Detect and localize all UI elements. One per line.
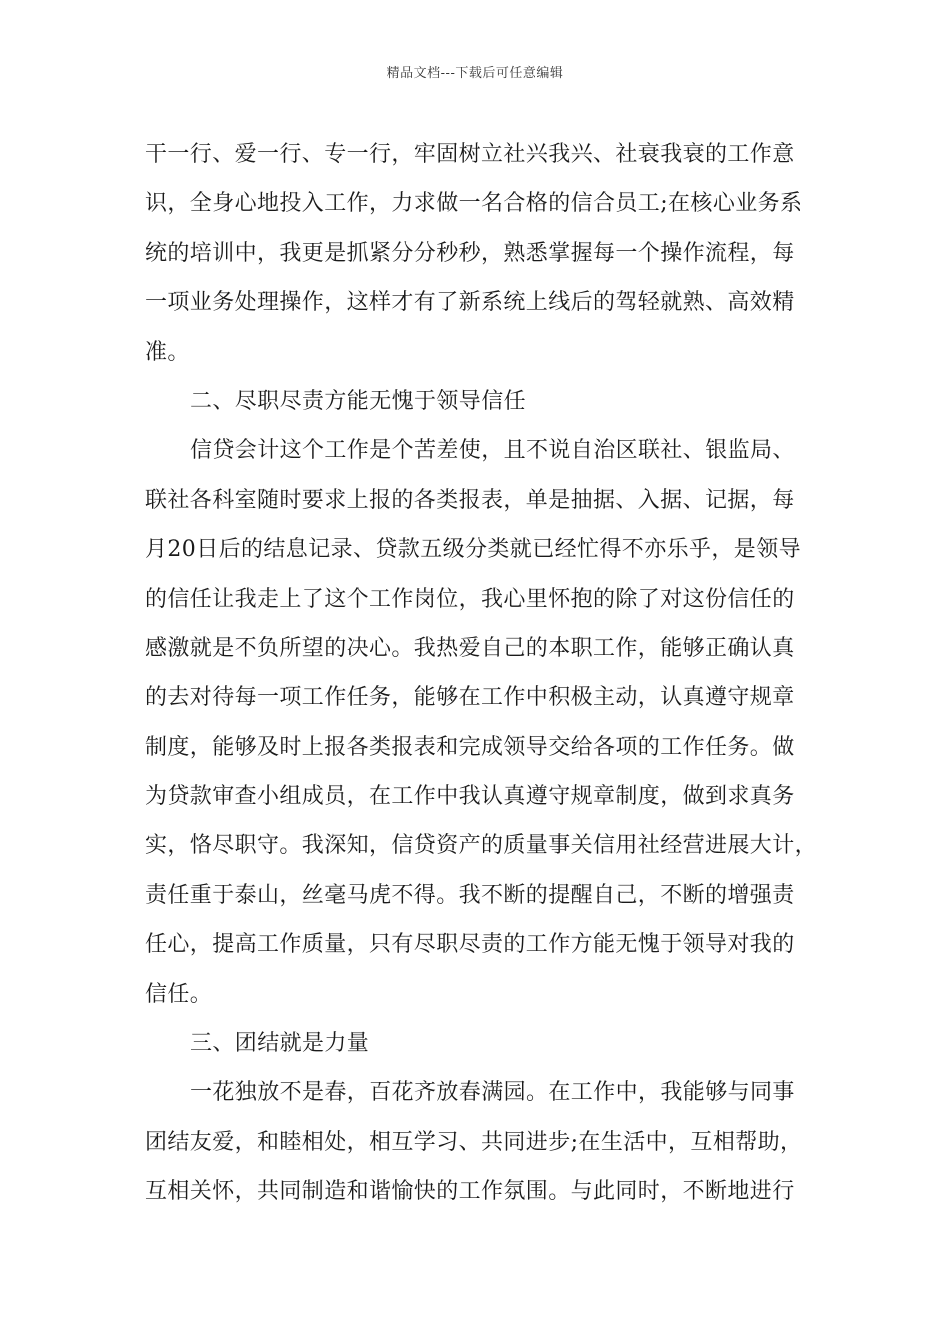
text-line: 统的培训中，我更是抓紧分分秒秒，熟悉掌握每一个操作流程，每 xyxy=(145,240,795,266)
text-line: 任心，提高工作质量，只有尽职尽责的工作方能无愧于领导对我的 xyxy=(145,932,795,958)
text-line: 联社各科室随时要求上报的各类报表，单是抽据、入据、记据，每 xyxy=(145,487,795,513)
text-line: 责任重于泰山，丝毫马虎不得。我不断的提醒自己，不断的增强责 xyxy=(145,882,795,908)
text-line: 一花独放不是春，百花齐放春满园。在工作中，我能够与同事 xyxy=(190,1080,795,1106)
text-line: 的信任让我走上了这个工作岗位，我心里怀抱的除了对这份信任的 xyxy=(145,586,795,612)
text-line: 一项业务处理操作，这样才有了新系统上线后的驾轻就熟、高效精 xyxy=(145,290,795,316)
page-header: 精品文档---下载后可任意编辑 xyxy=(386,66,564,81)
text-line: 感激就是不负所望的决心。我热爱自己的本职工作，能够正确认真 xyxy=(145,635,795,661)
text-line: 准。 xyxy=(145,339,190,365)
text-line: 月20日后的结息记录、贷款五级分类就已经忙得不亦乐乎，是领导 xyxy=(145,537,801,563)
text-line: 互相关怀，共同制造和谐愉快的工作氛围。与此同时，不断地进行 xyxy=(145,1179,795,1205)
text-line: 二、尽职尽责方能无愧于领导信任 xyxy=(190,388,527,414)
text-line: 信贷会计这个工作是个苦差使，且不说自治区联社、银监局、 xyxy=(190,438,795,464)
text-line: 制度，能够及时上报各类报表和完成领导交给各项的工作任务。做 xyxy=(145,734,795,760)
text-line: 为贷款审查小组成员，在工作中我认真遵守规章制度，做到求真务 xyxy=(145,784,795,810)
text-line: 干一行、爱一行、专一行，牢固树立社兴我兴、社衰我衰的工作意 xyxy=(145,142,795,167)
text-line: 识，全身心地投入工作，力求做一名合格的信合员工;在核心业务系 xyxy=(145,191,803,217)
text-line: 实，恪尽职守。我深知，信贷资产的质量事关信用社经营进展大计， xyxy=(145,833,818,859)
text-line: 团结友爱，和睦相处，相互学习、共同进步;在生活中，互相帮助， xyxy=(145,1129,803,1155)
text-line: 信任。 xyxy=(145,981,213,1007)
text-line: 的去对待每一项工作任务，能够在工作中积极主动，认真遵守规章 xyxy=(145,685,795,711)
text-line: 三、团结就是力量 xyxy=(190,1031,370,1057)
document-body xyxy=(145,130,825,1217)
